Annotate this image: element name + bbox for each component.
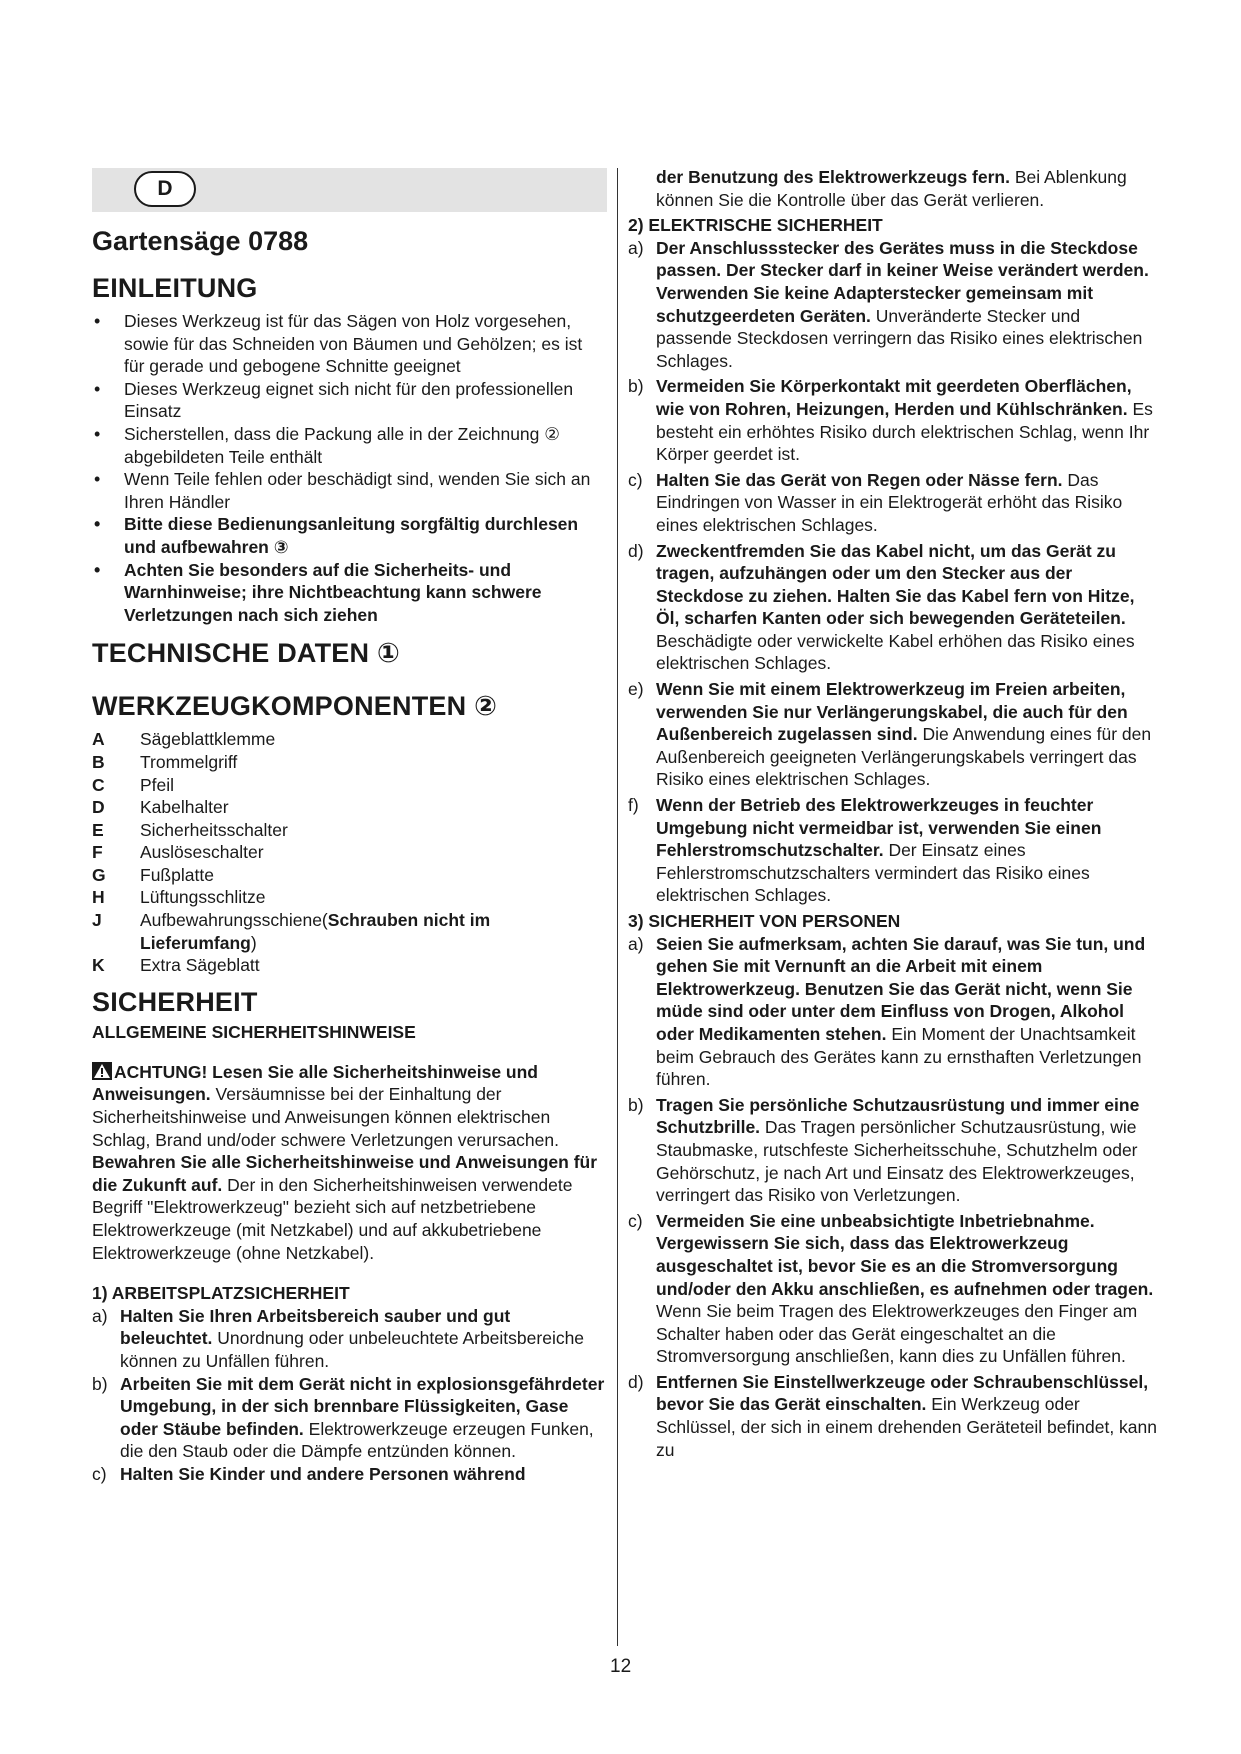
safety-item bbox=[628, 794, 1158, 907]
safety-item bbox=[628, 678, 1158, 791]
component-label: Sägeblattklemme bbox=[140, 729, 276, 750]
safety-item bbox=[92, 1373, 607, 1463]
item-text: Das Tragen persönlicher Schutzausrüstung, wie Staubmaske, rutschfeste Sicherheitsschuhe, Schutzhelm oder Gehörschutz, je nach Art und Einsatz des Elektrowerkzeuges, verringert das Risiko von Verletzungen. bbox=[656, 1117, 1138, 1206]
component-key: D bbox=[92, 797, 105, 818]
item-text: Wenn Sie beim Tragen des Elektrowerkzeuges den Finger am Schalter haben oder das Gerät eingeschaltet an die Stromversorgung anschließen, kann dies zu Unfällen führen. bbox=[656, 1301, 1138, 1367]
item-bold: Vermeiden Sie Körperkontakt mit geerdeten Oberflächen, wie von Rohren, Heizungen, Herden und Kühlschränken. bbox=[656, 376, 1132, 419]
component-row bbox=[92, 909, 607, 954]
list-item: • Dieses Werkzeug ist für das Sägen von Holz vorgesehen, sowie für das Schneiden von Bäumen und Gehölzen; es ist für gerade und gebogene Schnitte geeignet bbox=[92, 310, 607, 378]
safety-item bbox=[628, 933, 1158, 1091]
component-label-bold: Schrauben nicht im Lieferumfang bbox=[140, 910, 491, 953]
component-label-close: ) bbox=[250, 932, 257, 953]
component-label: Sicherheitsschalter bbox=[140, 819, 288, 840]
component-row bbox=[92, 954, 607, 977]
item-bold: Wenn der Betrieb des Elektrowerkzeuges in feuchter Umgebung nicht vermeidbar ist, verwenden Sie einen Fehlerstromschutzschalter. bbox=[656, 795, 1102, 861]
item-text: Unveränderte Stecker und passende Steckdosen verringern das Risiko eines elektrischen Schlages. bbox=[656, 305, 1143, 371]
list-item: • Sicherstellen, dass die Packung alle in der Zeichnung ② abgebildeten Teile enthält bbox=[92, 423, 607, 468]
warning-text-2: Der in den Sicherheitshinweisen verwendete Begriff "Elektrowerkzeug" bezieht sich auf netzbetriebene Elektrowerkzeuge (mit Netzkabel) und auf akkubetriebene Elektrowerkzeuge (ohne Netzkabel). bbox=[92, 1174, 573, 1263]
item-bold: Halten Sie Ihren Arbeitsbereich sauber und gut beleuchtet. bbox=[120, 1305, 511, 1349]
section-3-title: 3) SICHERHEIT VON PERSONEN bbox=[628, 911, 901, 931]
subheading-allgemeine-hinweise: ALLGEMEINE SICHERHEITSHINWEISE bbox=[92, 1021, 416, 1042]
list-item: • Dieses Werkzeug eignet sich nicht für den professionellen Einsatz bbox=[92, 378, 607, 423]
safety-item bbox=[628, 1210, 1158, 1368]
item-bold: Halten Sie das Gerät von Regen oder Nässe fern. bbox=[656, 469, 1063, 490]
item-letter: a) bbox=[628, 237, 644, 258]
item-bold: Arbeiten Sie mit dem Gerät nicht in explosionsgefährdeter Umgebung, in der sich brennbare Flüssigkeiten, Gase oder Stäube befinden. bbox=[120, 1373, 605, 1439]
right-column bbox=[628, 166, 1158, 1461]
heading-technische-daten: TECHNISCHE DATEN ① bbox=[92, 638, 400, 669]
item-letter: b) bbox=[628, 1094, 644, 1115]
item-letter: c) bbox=[628, 1210, 643, 1231]
component-label: Lüftungsschlitze bbox=[140, 887, 266, 908]
item-bold: Tragen Sie persönliche Schutzausrüstung und immer eine Schutzbrille. bbox=[656, 1094, 1140, 1138]
component-row bbox=[92, 886, 607, 909]
component-row bbox=[92, 819, 607, 842]
section-1-title: 1) ARBEITSPLATZSICHERHEIT bbox=[92, 1283, 350, 1304]
component-key: H bbox=[92, 887, 105, 908]
item-bold: der Benutzung des Elektrowerkzeugs fern. bbox=[656, 167, 1010, 187]
component-key: E bbox=[92, 819, 104, 840]
language-badge: D bbox=[134, 171, 196, 207]
component-key: A bbox=[92, 729, 105, 750]
warning-text-1: Versäumnisse bei der Einhaltung der Sicherheitshinweise und Anweisungen können elektrischen Schlag, Brand und/oder schwere Verletzungen verursachen. bbox=[92, 1084, 559, 1150]
heading-einleitung: EINLEITUNG bbox=[92, 273, 258, 303]
component-label: Extra Sägeblatt bbox=[140, 955, 260, 976]
section-2-title: 2) ELEKTRISCHE SICHERHEIT bbox=[628, 215, 883, 236]
safety-item bbox=[628, 1094, 1158, 1207]
item-letter: c) bbox=[92, 1463, 107, 1484]
safety-item bbox=[92, 1463, 607, 1486]
warning-icon bbox=[92, 1062, 112, 1080]
language-bar bbox=[92, 168, 607, 212]
component-label: Kabelhalter bbox=[140, 797, 229, 818]
item-bold: Vermeiden Sie eine unbeabsichtigte Inbetriebnahme. Vergewissern Sie sich, dass das Elektrowerkzeug ausgeschaltet ist, bevor Sie es an die Stromversorgung und/oder den Akku anschließen, es aufnehmen oder tragen. bbox=[656, 1210, 1154, 1299]
item-letter: b) bbox=[92, 1373, 108, 1394]
warning-paragraph bbox=[92, 1061, 607, 1264]
safety-item bbox=[628, 375, 1158, 465]
item-letter: d) bbox=[628, 1371, 644, 1392]
item-text: Beschädigte oder verwickelte Kabel erhöhen das Risiko eines elektrischen Schlages. bbox=[656, 630, 1135, 674]
component-row bbox=[92, 841, 607, 864]
component-label: Trommelgriff bbox=[140, 751, 238, 772]
component-key: B bbox=[92, 751, 105, 772]
column-divider bbox=[617, 168, 618, 1646]
component-key: C bbox=[92, 774, 105, 795]
component-label bbox=[140, 909, 607, 954]
component-list bbox=[92, 728, 607, 977]
item-bold: Entfernen Sie Einstellwerkzeuge oder Schraubenschlüssel, bevor Sie das Gerät einschalten. bbox=[656, 1371, 1149, 1415]
safety-item bbox=[92, 1305, 607, 1373]
item-letter: a) bbox=[92, 1305, 108, 1326]
item-text: Der Einsatz eines Fehlerstromschutzschalters vermindert das Risiko eines elektrischen Schlages. bbox=[656, 840, 1090, 906]
component-key: K bbox=[92, 955, 105, 976]
item-letter: c) bbox=[628, 469, 643, 490]
safety-item bbox=[628, 540, 1158, 676]
component-row bbox=[92, 796, 607, 819]
intro-list bbox=[92, 310, 607, 626]
safety-item-continued bbox=[628, 166, 1158, 211]
heading-sicherheit: SICHERHEIT bbox=[92, 986, 258, 1017]
component-label: Auslöseschalter bbox=[140, 842, 264, 863]
page-number: 12 bbox=[610, 1656, 632, 1677]
item-bold: Der Anschlussstecker des Gerätes muss in die Steckdose passen. Der Stecker darf in keiner Weise verändert werden. Verwenden Sie keine Adapterstecker gemeinsam mit schutzgeerdeten Geräten. bbox=[656, 237, 1149, 326]
safety-item bbox=[628, 237, 1158, 373]
heading-werkzeugkomponenten: WERKZEUGKOMPONENTEN ② bbox=[92, 691, 498, 722]
list-item: • Bitte diese Bedienungsanleitung sorgfältig durchlesen und aufbewahren ③ bbox=[92, 513, 607, 558]
item-text: Das Eindringen von Wasser in ein Elektrogerät erhöht das Risiko eines elektrischen Schlages. bbox=[656, 469, 1123, 535]
item-text: Es besteht ein erhöhtes Risiko durch elektrischen Schlag, wenn Ihr Körper geerdet ist. bbox=[656, 398, 1153, 465]
component-row bbox=[92, 774, 607, 797]
item-bold: Seien Sie aufmerksam, achten Sie darauf, was Sie tun, und gehen Sie mit Vernunft an die Arbeit mit einem Elektrowerkzeug. Benutzen Sie das Gerät nicht, wenn Sie müde sind oder unter dem Einfluss von Drogen, Alkohol oder Medikamenten stehen. bbox=[656, 933, 1146, 1044]
item-letter: d) bbox=[628, 540, 644, 561]
item-bold: Halten Sie Kinder und andere Personen während bbox=[120, 1463, 526, 1484]
item-bold: Zweckentfremden Sie das Kabel nicht, um das Gerät zu tragen, aufzuhängen oder um den Stecker aus der Steckdose zu ziehen. Halten Sie das Kabel fern von Hitze, Öl, scharfen Kanten oder sich bewegenden Geräteteilen. bbox=[656, 540, 1135, 629]
item-bold: Wenn Sie mit einem Elektrowerkzeug im Freien arbeiten, verwenden Sie nur Verlängerungskabel, die auch für den Außenbereich zugelassen sind. bbox=[656, 679, 1128, 745]
warning-bold-1: ACHTUNG! Lesen Sie alle Sicherheitshinweise und Anweisungen. bbox=[92, 1061, 538, 1105]
item-text: Ein Werkzeug oder Schlüssel, der sich in einem drehenden Geräteteil befindet, kann zu bbox=[656, 1394, 1157, 1460]
item-letter: f) bbox=[628, 795, 639, 816]
component-key: G bbox=[92, 864, 106, 885]
list-item: • Wenn Teile fehlen oder beschädigt sind, wenden Sie sich an Ihren Händler bbox=[92, 468, 607, 513]
component-key: F bbox=[92, 842, 103, 863]
component-key: J bbox=[92, 910, 102, 931]
component-label-text: Aufbewahrungsschiene( bbox=[140, 910, 328, 931]
item-letter: a) bbox=[628, 933, 644, 954]
component-row bbox=[92, 728, 607, 751]
left-column bbox=[92, 168, 607, 1486]
item-letter: b) bbox=[628, 376, 644, 397]
safety-item bbox=[628, 469, 1158, 537]
component-row bbox=[92, 864, 607, 887]
component-label: Pfeil bbox=[140, 774, 175, 795]
warning-bold-2: Bewahren Sie alle Sicherheitshinweise und Anweisungen für die Zukunft auf. bbox=[92, 1152, 598, 1195]
component-label: Fußplatte bbox=[140, 864, 214, 885]
safety-item bbox=[628, 1371, 1158, 1461]
item-text: Die Anwendung eines für den Außenbereich geeigneten Verlängerungskabels verringert das Risiko eines elektrischen Schlages. bbox=[656, 724, 1152, 790]
component-row bbox=[92, 751, 607, 774]
item-text: Unordnung oder unbeleuchtete Arbeitsbereiche können zu Unfällen führen. bbox=[120, 1328, 585, 1371]
item-text: Elektrowerkzeuge erzeugen Funken, die den Staub oder die Dämpfe entzünden können. bbox=[120, 1418, 594, 1462]
item-text: Bei Ablenkung können Sie die Kontrolle über das Gerät verlieren. bbox=[656, 167, 1127, 210]
item-letter: e) bbox=[628, 679, 644, 700]
product-title: Gartensäge 0788 bbox=[92, 226, 309, 256]
list-item: • Achten Sie besonders auf die Sicherheits- und Warnhinweise; ihre Nichtbeachtung kann schwere Verletzungen nach sich ziehen bbox=[92, 559, 607, 627]
item-text: Ein Moment der Unachtsamkeit beim Gebrauch des Gerätes kann zu ernsthaften Verletzungen führen. bbox=[656, 1023, 1142, 1090]
